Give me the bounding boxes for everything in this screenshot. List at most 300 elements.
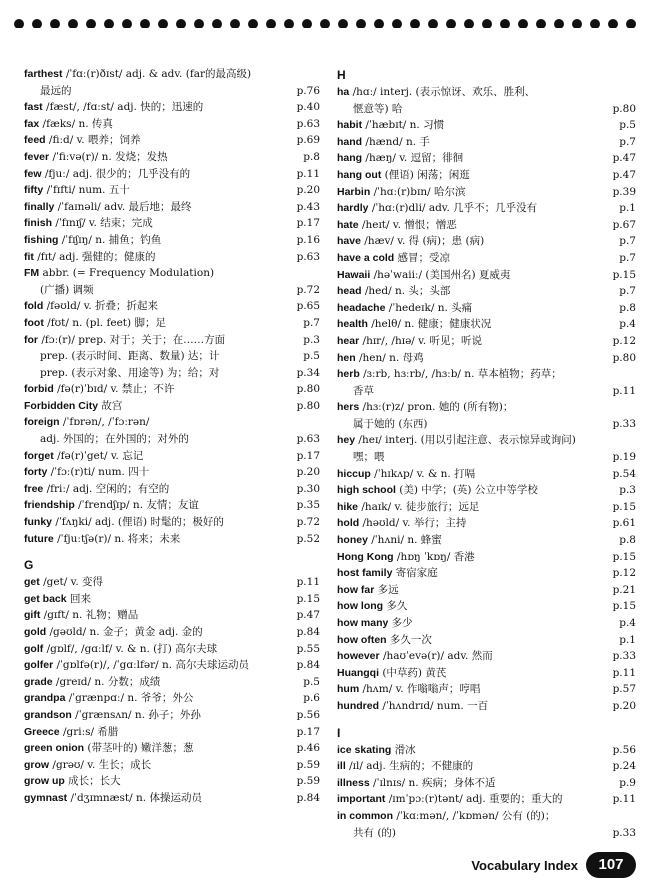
entry-headword: for bbox=[24, 333, 38, 346]
entry-page-ref: p.1 bbox=[619, 202, 636, 215]
entry-definition: /fə(r)ˈbɪd/ v. 禁止；不许 bbox=[53, 383, 175, 396]
entry-headword: FM bbox=[24, 267, 40, 280]
entry-definition: /ˈhʌndrɪd/ num. 一百 bbox=[379, 699, 489, 712]
entry-headword: green onion bbox=[24, 742, 85, 755]
entry-definition: /get/ v. 变得 bbox=[39, 576, 104, 589]
entry-definition: /ˈgrænsʌn/ n. 孙子；外孙 bbox=[71, 708, 201, 721]
entry-headword: fever bbox=[24, 150, 50, 163]
vocabulary-entry bbox=[337, 233, 636, 250]
entry-definition: 多久一次 bbox=[386, 633, 432, 646]
entry-definition: /ˈfɪfti/ num. 五十 bbox=[43, 184, 130, 197]
entry-headword: funky bbox=[24, 516, 53, 529]
vocabulary-entry bbox=[337, 217, 636, 234]
entry-headword: habit bbox=[337, 119, 363, 132]
entry-definition: /ˈkɑːmən/, /ˈkɒmən/ 公有 (的)； bbox=[393, 809, 556, 822]
vocabulary-entry bbox=[337, 366, 636, 399]
entry-definition: /həˈwaiiː/ (美国州名) 夏威夷 bbox=[370, 268, 511, 281]
entry-definition: /heɪt/ v. 憎恨；憎恶 bbox=[358, 218, 457, 231]
entry-definition: /ˈfrendʃɪp/ n. 友情；友谊 bbox=[74, 499, 199, 512]
entry-page-ref: p.65 bbox=[296, 300, 320, 313]
entry-definition: 故宫 bbox=[98, 399, 123, 412]
entry-headword: finish bbox=[24, 217, 52, 230]
border-dot bbox=[50, 19, 60, 28]
entry-headword: fit bbox=[24, 250, 34, 263]
entry-headword: hum bbox=[337, 683, 360, 696]
vocabulary-entry bbox=[337, 350, 636, 367]
vocabulary-entry bbox=[24, 99, 320, 116]
entry-continuation: 属于她的 (东西) bbox=[353, 417, 428, 430]
entry-headword: Huangqi bbox=[337, 666, 379, 679]
entry-definition: 多远 bbox=[374, 583, 399, 596]
entry-headword: hold bbox=[337, 517, 360, 530]
entry-definition: /grəʊ/ v. 生长；成长 bbox=[49, 758, 152, 771]
entry-headword: how far bbox=[337, 583, 375, 596]
entry-definition: /hænd/ n. 手 bbox=[362, 135, 430, 148]
vocabulary-entry bbox=[24, 398, 320, 415]
entry-page-ref: p.20 bbox=[296, 184, 320, 197]
entry-page-ref: p.67 bbox=[612, 218, 636, 231]
entry-continuation: 香草 bbox=[353, 384, 374, 397]
vocabulary-entry bbox=[337, 316, 636, 333]
vocabulary-entry bbox=[24, 481, 320, 498]
vocabulary-entry bbox=[337, 758, 636, 775]
entry-page-ref: p.84 bbox=[296, 659, 320, 672]
entry-definition: /ˈfaɪnəli/ adv. 最后地；最终 bbox=[54, 200, 192, 213]
vocabulary-entry bbox=[24, 497, 320, 514]
vocabulary-entry bbox=[337, 466, 636, 483]
entry-page-ref: p.15 bbox=[612, 268, 636, 281]
entry-headword: hers bbox=[337, 401, 360, 414]
entry-page-ref: p.6 bbox=[303, 692, 320, 705]
border-dot bbox=[122, 19, 132, 28]
vocabulary-entry bbox=[337, 200, 636, 217]
entry-page-ref: p.47 bbox=[612, 152, 636, 165]
vocabulary-entry bbox=[24, 773, 320, 790]
entry-headword: hiccup bbox=[337, 467, 371, 480]
vocabulary-entry bbox=[337, 117, 636, 134]
entry-page-ref: p.61 bbox=[612, 517, 636, 530]
vocabulary-entry bbox=[337, 333, 636, 350]
entry-headword: how often bbox=[337, 633, 387, 646]
entry-page-ref: p.63 bbox=[296, 250, 320, 263]
border-dot bbox=[608, 19, 618, 28]
entry-definition: /griːs/ 希腊 bbox=[59, 725, 119, 738]
vocabulary-entry bbox=[337, 84, 636, 117]
entry-headword: golfer bbox=[24, 659, 54, 672]
entry-headword: fax bbox=[24, 117, 40, 130]
vocabulary-entry bbox=[24, 365, 320, 382]
vocabulary-entry bbox=[24, 249, 320, 266]
vocabulary-entry bbox=[24, 116, 320, 133]
entry-definition: /ˈhɑː(r)bɪn/ 哈尔滨 bbox=[370, 185, 466, 198]
entry-headword: hang out bbox=[337, 168, 382, 181]
entry-page-ref: p.47 bbox=[296, 609, 320, 622]
entry-page-ref: p.30 bbox=[296, 482, 320, 495]
entry-page-ref: p.43 bbox=[296, 200, 320, 213]
entry-headword: golf bbox=[24, 642, 44, 655]
entry-definition: /ˈhɑː(r)dli/ adv. 几乎不；几乎没有 bbox=[368, 202, 538, 215]
border-dot bbox=[212, 19, 222, 28]
entry-page-ref: p.52 bbox=[296, 532, 320, 545]
entry-headword: Harbin bbox=[337, 185, 371, 198]
entry-headword: grade bbox=[24, 675, 53, 688]
entry-page-ref: p.17 bbox=[296, 217, 320, 230]
entry-headword: get bbox=[24, 576, 40, 589]
entry-headword: hundred bbox=[337, 699, 379, 712]
entry-headword: Hong Kong bbox=[337, 550, 394, 563]
vocabulary-entry bbox=[337, 565, 636, 582]
vocabulary-entry bbox=[337, 482, 636, 499]
entry-definition: /hæv/ v. 得 (病)；患 (病) bbox=[360, 235, 485, 248]
vocabulary-entry bbox=[337, 532, 636, 549]
entry-page-ref: p.12 bbox=[612, 334, 636, 347]
entry-page-ref: p.16 bbox=[296, 233, 320, 246]
left-column bbox=[24, 66, 320, 807]
entry-headword: however bbox=[337, 650, 380, 663]
vocabulary-entry bbox=[337, 150, 636, 167]
border-dot bbox=[338, 19, 348, 28]
border-dot bbox=[428, 19, 438, 28]
border-dot bbox=[32, 19, 42, 28]
vocabulary-entry bbox=[24, 448, 320, 465]
entry-continuation: prep. (表示对象、用途等) 为；给；对 bbox=[40, 366, 220, 379]
entry-definition: /hʌm/ v. 作嗡嗡声；哼唱 bbox=[359, 683, 481, 696]
entry-page-ref: p.15 bbox=[612, 600, 636, 613]
entry-headword: have bbox=[337, 235, 361, 248]
entry-definition: 感冒；受凉 bbox=[394, 251, 451, 264]
entry-page-ref: p.5 bbox=[303, 350, 320, 363]
entry-page-ref: p.11 bbox=[612, 666, 636, 679]
vocabulary-entry bbox=[337, 582, 636, 599]
vocabulary-entry bbox=[24, 348, 320, 365]
vocabulary-entry bbox=[24, 607, 320, 624]
border-dot bbox=[86, 19, 96, 28]
entry-page-ref: p.55 bbox=[296, 642, 320, 655]
vocabulary-entry bbox=[24, 624, 320, 641]
vocabulary-entry bbox=[337, 267, 636, 284]
entry-page-ref: p.7 bbox=[303, 316, 320, 329]
entry-definition: abbr. (= Frequency Modulation) bbox=[39, 267, 215, 280]
vocabulary-entry bbox=[337, 432, 636, 465]
entry-headword: fast bbox=[24, 101, 43, 114]
vocabulary-entry bbox=[337, 681, 636, 698]
entry-headword: ha bbox=[337, 86, 350, 98]
entry-definition: /ˈfɔː(r)ti/ num. 四十 bbox=[47, 466, 150, 479]
entry-headword: hike bbox=[337, 500, 359, 513]
entry-page-ref: p.69 bbox=[296, 134, 320, 147]
entry-headword: farthest bbox=[24, 68, 63, 80]
entry-headword: head bbox=[337, 285, 362, 298]
border-dot bbox=[320, 19, 330, 28]
vocabulary-entry bbox=[337, 250, 636, 267]
entry-headword: headache bbox=[337, 301, 386, 314]
border-dot bbox=[248, 19, 258, 28]
entry-definition: /gəʊld/ n. 金子；黄金 adj. 金的 bbox=[46, 626, 203, 638]
entry-headword: illness bbox=[337, 776, 370, 789]
border-dot bbox=[104, 19, 114, 28]
entry-page-ref: p.5 bbox=[619, 119, 636, 132]
entry-page-ref: p.20 bbox=[612, 699, 636, 712]
entry-definition: /ˈfɒrən/, /ˈfɔːrən/ bbox=[59, 416, 150, 429]
entry-headword: finally bbox=[24, 200, 55, 213]
entry-definition: 寄宿家庭 bbox=[392, 567, 438, 580]
entry-definition: /fjuː/ adj. 很少的；几乎没有的 bbox=[41, 167, 191, 180]
border-dot bbox=[518, 19, 528, 28]
entry-headword: herb bbox=[337, 368, 360, 381]
entry-page-ref: p.33 bbox=[612, 417, 636, 430]
entry-page-ref: p.7 bbox=[619, 135, 636, 148]
entry-headword: ice skating bbox=[337, 743, 392, 756]
entry-headword: gold bbox=[24, 626, 47, 638]
entry-page-ref: p.24 bbox=[612, 760, 636, 773]
entry-page-ref: p.4 bbox=[619, 318, 636, 331]
entry-definition: 回来 bbox=[66, 592, 91, 605]
entry-page-ref: p.33 bbox=[612, 826, 636, 839]
entry-headword: foot bbox=[24, 316, 44, 329]
entry-headword: hate bbox=[337, 218, 359, 231]
entry-page-ref: p.54 bbox=[612, 467, 636, 480]
vocabulary-entry bbox=[337, 167, 636, 184]
entry-page-ref: p.7 bbox=[619, 285, 636, 298]
vocabulary-entry bbox=[337, 184, 636, 201]
entry-definition: /ˈhɪkʌp/ v. & n. 打嗝 bbox=[370, 467, 476, 480]
entry-definition: /hɑː/ interj. (表示惊讶、欢乐、胜利、 bbox=[349, 86, 536, 98]
entry-continuation: 惬意等) 哈 bbox=[353, 102, 403, 115]
entry-headword: hardly bbox=[337, 202, 369, 215]
entry-definition: /ˈgrænpɑː/ n. 爷爷；外公 bbox=[65, 692, 194, 705]
right-column bbox=[337, 66, 636, 841]
entry-continuation: 嘿；喂 bbox=[353, 451, 385, 464]
vocabulary-entry bbox=[337, 808, 636, 841]
entry-definition: /ˈdʒɪmnæst/ n. 体操运动员 bbox=[67, 791, 202, 804]
border-dot bbox=[158, 19, 168, 28]
border-dot bbox=[176, 19, 186, 28]
entry-page-ref: p.17 bbox=[296, 449, 320, 462]
border-dot bbox=[302, 19, 312, 28]
entry-definition: /ˈfɪʃɪŋ/ n. 捕鱼；钓鱼 bbox=[58, 233, 162, 246]
entry-headword: grow bbox=[24, 758, 50, 771]
border-dot bbox=[284, 19, 294, 28]
entry-page-ref: p.39 bbox=[612, 185, 636, 198]
entry-headword: how many bbox=[337, 617, 389, 629]
entry-definition: /helθ/ n. 健康；健康状况 bbox=[367, 318, 492, 331]
border-dot bbox=[410, 19, 420, 28]
entry-headword: future bbox=[24, 532, 54, 545]
entry-definition: /hed/ n. 头；头部 bbox=[361, 285, 451, 298]
entry-definition: /ˈhæbɪt/ n. 习惯 bbox=[362, 119, 445, 132]
entry-headword: grow up bbox=[24, 775, 65, 788]
entry-definition: /həʊld/ v. 举行；主持 bbox=[359, 517, 467, 530]
border-dot bbox=[536, 19, 546, 28]
entry-page-ref: p.4 bbox=[619, 617, 636, 629]
entry-page-ref: p.15 bbox=[612, 550, 636, 563]
entry-definition: /heɪ/ interj. (用以引起注意、表示惊异或询问) bbox=[355, 434, 576, 447]
entry-page-ref: p.59 bbox=[296, 758, 320, 771]
vocabulary-entry bbox=[24, 464, 320, 481]
entry-definition: /ˈfɑː(r)ðɪst/ adj. & adv. (far的最高级) bbox=[62, 68, 252, 80]
entry-definition: 多少 bbox=[388, 617, 413, 629]
entry-page-ref: p.76 bbox=[296, 84, 320, 97]
entry-headword: forget bbox=[24, 449, 54, 462]
entry-page-ref: p.34 bbox=[296, 366, 320, 379]
entry-page-ref: p.56 bbox=[612, 743, 636, 756]
entry-continuation: adj. 外国的；在外国的；对外的 bbox=[40, 433, 189, 446]
entry-definition: /haɪk/ v. 徒步旅行；远足 bbox=[358, 500, 480, 513]
vocabulary-entry bbox=[24, 265, 320, 298]
entry-page-ref: p.80 bbox=[296, 383, 320, 396]
entry-definition: /haʊˈevə(r)/ adv. 然而 bbox=[379, 650, 493, 663]
vocabulary-entry bbox=[337, 300, 636, 317]
entry-headword: fold bbox=[24, 300, 44, 313]
entry-definition: /fɔː(r)/ prep. 对于；关于；在……方面 bbox=[38, 333, 226, 346]
vocabulary-entry bbox=[337, 134, 636, 151]
entry-headword: high school bbox=[337, 484, 396, 497]
entry-definition: /ˈfʌŋki/ adj. (俚语) 时髦的；极好的 bbox=[52, 516, 224, 529]
entry-continuation: prep. (表示时间、距离、数量) 达；计 bbox=[40, 350, 220, 363]
entry-page-ref: p.3 bbox=[303, 333, 320, 346]
entry-continuation: 共有 (的) bbox=[353, 826, 397, 839]
entry-page-ref: p.72 bbox=[296, 283, 320, 296]
vocabulary-entry bbox=[24, 641, 320, 658]
footer-title: Vocabulary Index bbox=[471, 858, 578, 873]
vocabulary-entry bbox=[24, 531, 320, 548]
entry-headword: hey bbox=[337, 434, 356, 447]
vocabulary-entry bbox=[337, 665, 636, 682]
border-dot bbox=[14, 19, 24, 28]
entry-definition: 多久 bbox=[383, 600, 408, 613]
entry-definition: 成长；长大 bbox=[64, 775, 121, 788]
entry-page-ref: p.9 bbox=[619, 776, 636, 789]
entry-page-ref: p.7 bbox=[619, 235, 636, 248]
entry-headword: hand bbox=[337, 135, 363, 148]
vocabulary-entry bbox=[337, 283, 636, 300]
section-letter: H bbox=[337, 68, 346, 82]
entry-definition: /ˈhʌni/ n. 蜂蜜 bbox=[367, 534, 442, 547]
entry-page-ref: p.7 bbox=[619, 251, 636, 264]
entry-headword: forbid bbox=[24, 383, 54, 396]
entry-definition: /fiːd/ v. 喂养；饲养 bbox=[45, 134, 141, 147]
vocabulary-entry bbox=[24, 674, 320, 691]
entry-definition: /friː/ adj. 空闲的；有空的 bbox=[43, 482, 170, 495]
section-letter: I bbox=[337, 725, 341, 740]
entry-definition: /ˈhedeɪk/ n. 头痛 bbox=[385, 301, 473, 314]
entry-definition: /ɪmˈpɔː(r)tənt/ adj. 重要的；重大的 bbox=[385, 793, 563, 806]
vocabulary-entry bbox=[24, 574, 320, 591]
vocabulary-entry bbox=[24, 707, 320, 724]
vocabulary-entry bbox=[24, 315, 320, 332]
entry-page-ref: p.19 bbox=[612, 451, 636, 464]
entry-headword: gymnast bbox=[24, 791, 68, 804]
entry-page-ref: p.8 bbox=[619, 301, 636, 314]
vocabulary-entry bbox=[24, 414, 320, 447]
entry-headword: gift bbox=[24, 609, 41, 622]
entry-page-ref: p.57 bbox=[612, 683, 636, 696]
entry-definition: /fə(r)ˈget/ v. 忘记 bbox=[53, 449, 144, 462]
entry-page-ref: p.46 bbox=[296, 742, 320, 755]
entry-headword: feed bbox=[24, 134, 46, 147]
entry-headword: few bbox=[24, 167, 42, 180]
entry-page-ref: p.12 bbox=[612, 567, 636, 580]
entry-page-ref: p.8 bbox=[303, 150, 320, 163]
border-dot bbox=[464, 19, 474, 28]
entry-definition: /ɪl/ adj. 生病的；不健康的 bbox=[345, 760, 474, 773]
entry-page-ref: p.63 bbox=[296, 117, 320, 130]
border-dot bbox=[392, 19, 402, 28]
entry-headword: have a cold bbox=[337, 251, 395, 264]
entry-page-ref: p.35 bbox=[296, 499, 320, 512]
entry-definition: /hen/ n. 母鸡 bbox=[355, 351, 424, 364]
entry-definition: /fæst/, /fɑːst/ adj. 快的；迅速的 bbox=[42, 101, 204, 114]
entry-headword: grandson bbox=[24, 708, 72, 721]
vocabulary-entry bbox=[24, 514, 320, 531]
vocabulary-entry bbox=[24, 66, 320, 99]
entry-page-ref: p.63 bbox=[296, 433, 320, 446]
entry-headword: Forbidden City bbox=[24, 399, 99, 412]
border-dot bbox=[374, 19, 384, 28]
entry-headword: fifty bbox=[24, 184, 44, 197]
entry-headword: forty bbox=[24, 466, 48, 479]
entry-definition: (中草药) 黄芪 bbox=[379, 666, 447, 679]
entry-definition: /hæŋ/ v. 逗留；徘徊 bbox=[362, 152, 464, 165]
entry-definition: 滑冰 bbox=[391, 743, 416, 756]
border-dot bbox=[482, 19, 492, 28]
entry-headword: host family bbox=[337, 567, 393, 580]
entry-headword: important bbox=[337, 793, 386, 806]
entry-page-ref: p.84 bbox=[296, 791, 320, 804]
vocabulary-entry bbox=[24, 149, 320, 166]
vocabulary-entry bbox=[337, 499, 636, 516]
entry-definition: /fɪt/ adj. 强健的；健康的 bbox=[33, 250, 156, 263]
entry-page-ref: p.80 bbox=[612, 351, 636, 364]
vocabulary-entry bbox=[24, 232, 320, 249]
vocabulary-entry bbox=[337, 775, 636, 792]
vocabulary-entry bbox=[24, 182, 320, 199]
entry-definition: /hɒŋ ˈkɒŋ/ 香港 bbox=[393, 550, 475, 563]
entry-headword: in common bbox=[337, 809, 394, 822]
border-dot bbox=[140, 19, 150, 28]
vocabulary-entry bbox=[24, 757, 320, 774]
entry-page-ref: p.80 bbox=[296, 399, 320, 412]
entry-headword: ill bbox=[337, 760, 346, 773]
entry-definition: /gɪft/ n. 礼物；赠品 bbox=[40, 609, 139, 622]
vocabulary-entry bbox=[337, 598, 636, 615]
vocabulary-entry bbox=[24, 657, 320, 674]
vocabulary-entry bbox=[337, 698, 636, 715]
entry-definition: /ˈfiːvə(r)/ n. 发烧；发热 bbox=[49, 150, 168, 163]
entry-headword: honey bbox=[337, 534, 368, 547]
entry-definition: /hɜː(r)z/ pron. 她的 (所有物)； bbox=[359, 401, 514, 414]
entry-page-ref: p.21 bbox=[612, 583, 636, 596]
vocabulary-entry bbox=[337, 648, 636, 665]
border-dot bbox=[68, 19, 78, 28]
entry-definition: /hɪr/, /hɪə/ v. 听见；听说 bbox=[359, 334, 483, 347]
vocabulary-entry bbox=[337, 399, 636, 432]
entry-page-ref: p.72 bbox=[296, 516, 320, 529]
vocabulary-entry bbox=[337, 791, 636, 808]
entry-definition: /ˈfjuːtʃə(r)/ n. 将来；未来 bbox=[53, 532, 181, 545]
entry-headword: grandpa bbox=[24, 692, 66, 705]
entry-definition: /ˈfɪnɪʃ/ v. 结束；完成 bbox=[52, 217, 153, 230]
entry-page-ref: p.59 bbox=[296, 775, 320, 788]
vocabulary-entry bbox=[337, 549, 636, 566]
entry-headword: hen bbox=[337, 351, 356, 364]
entry-definition: (俚语) 闲荡；闲逛 bbox=[381, 168, 470, 181]
entry-page-ref: p.15 bbox=[296, 592, 320, 605]
entry-page-ref: p.1 bbox=[619, 633, 636, 646]
section-letter: G bbox=[24, 558, 34, 573]
entry-page-ref: p.84 bbox=[296, 626, 320, 638]
entry-headword: Hawaii bbox=[337, 268, 371, 281]
